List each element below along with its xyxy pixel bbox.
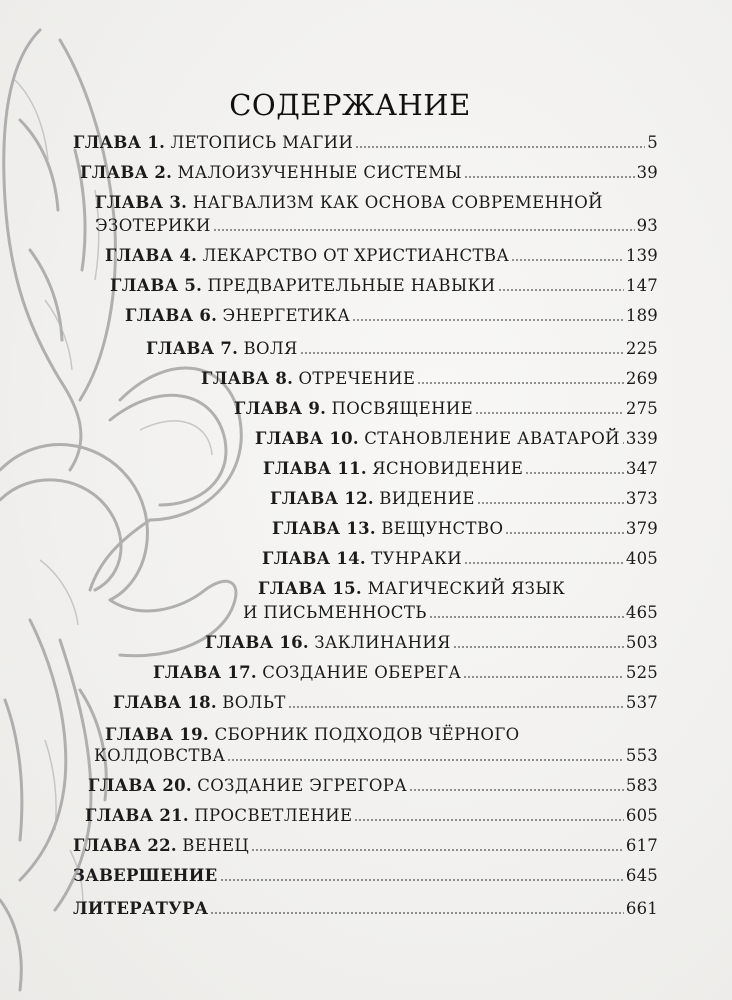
- chapter-title: ВОЛЯ: [243, 339, 298, 358]
- toc-entry: [205, 633, 658, 653]
- leader-dots: [498, 289, 624, 291]
- chapter-label: ГЛАВА 20.: [88, 776, 192, 795]
- chapter-label: ГЛАВА 16.: [205, 633, 309, 652]
- page-number: 189: [625, 306, 658, 325]
- toc-entry: [73, 899, 658, 919]
- chapter-label: ГЛАВА 13.: [272, 519, 376, 538]
- page-number: 139: [625, 246, 658, 265]
- toc-entry: [255, 429, 658, 449]
- page-number: 405: [625, 549, 658, 568]
- chapter-label: ГЛАВА 22.: [73, 836, 177, 855]
- chapter-label: ГЛАВА 19.: [105, 725, 209, 744]
- toc-entry-first-line: [105, 725, 520, 745]
- page-number: 553: [625, 746, 658, 765]
- chapter-title: ЗАКЛИНАНИЯ: [314, 633, 451, 652]
- leader-dots: [464, 176, 635, 178]
- page-number: 5: [647, 133, 658, 152]
- leader-dots: [622, 442, 624, 444]
- chapter-title-continued: КОЛДОВСТВА: [94, 746, 226, 765]
- chapter-label: ГЛАВА 18.: [113, 693, 217, 712]
- leader-dots: [251, 849, 624, 851]
- chapter-title: СОЗДАНИЕ ОБЕРЕГА: [262, 663, 462, 682]
- toc-entry: [146, 339, 658, 359]
- page-number: 379: [625, 519, 658, 538]
- chapter-title: ВЕЩУНСТВО: [381, 519, 504, 538]
- leader-dots: [227, 759, 624, 761]
- chapter-title-continued: ЭЗОТЕРИКИ: [95, 216, 211, 235]
- chapter-label: ГЛАВА 17.: [153, 663, 257, 682]
- leader-dots: [453, 646, 624, 648]
- chapter-title: ПРЕДВАРИТЕЛЬНЫЕ НАВЫКИ: [207, 276, 496, 295]
- chapter-label: ГЛАВА 3.: [95, 193, 188, 212]
- chapter-label: ГЛАВА 15.: [258, 579, 362, 598]
- leader-dots: [463, 676, 624, 678]
- page-number: 373: [625, 489, 658, 508]
- chapter-title: ПРОСВЕТЛЕНИЕ: [194, 806, 353, 825]
- leader-dots: [409, 789, 624, 791]
- chapter-title: МАЛОИЗУЧЕННЫЕ СИСТЕМЫ: [177, 163, 463, 182]
- toc-entry: [95, 216, 658, 236]
- page-number: 225: [625, 339, 658, 358]
- toc-entry: [263, 459, 658, 479]
- chapter-title: СОЗДАНИЕ ЭГРЕГОРА: [197, 776, 408, 795]
- toc-entry: [270, 489, 658, 509]
- chapter-title: НАГВАЛИЗМ КАК ОСНОВА СОВРЕМЕННОЙ: [192, 193, 603, 212]
- page-number: 465: [625, 603, 658, 622]
- toc-entry: [85, 806, 658, 826]
- chapter-label: ГЛАВА 9.: [234, 399, 327, 418]
- chapter-title: ВЕНЕЦ: [182, 836, 250, 855]
- leader-dots: [464, 562, 624, 564]
- chapter-label: ГЛАВА 2.: [80, 163, 173, 182]
- chapter-title: СБОРНИК ПОДХОДОВ ЧЁРНОГО: [214, 725, 520, 744]
- leader-dots: [477, 502, 624, 504]
- chapter-title: ЛЕКАРСТВО ОТ ХРИСТИАНСТВА: [202, 246, 510, 265]
- toc-entry: [113, 693, 658, 713]
- chapter-label: ГЛАВА 8.: [201, 369, 294, 388]
- leader-dots: [352, 319, 624, 321]
- page-title: СОДЕРЖАНИЕ: [229, 88, 471, 122]
- leader-dots: [475, 412, 624, 414]
- toc-entry-first-line: [258, 579, 565, 599]
- toc-entry: [110, 276, 658, 296]
- page-number: 605: [625, 806, 658, 825]
- chapter-title: ЛЕТОПИСЬ МАГИИ: [170, 133, 354, 152]
- chapter-title: ВОЛЬТ: [222, 693, 286, 712]
- leader-dots: [429, 616, 624, 618]
- chapter-label: ГЛАВА 5.: [110, 276, 203, 295]
- toc-entry: [153, 663, 658, 683]
- toc-entry: [88, 776, 658, 796]
- page-number: 583: [625, 776, 658, 795]
- leader-dots: [213, 229, 635, 231]
- toc-entry: [73, 866, 658, 886]
- toc-entry: [73, 836, 658, 856]
- section-label: ЛИТЕРАТУРА: [73, 899, 209, 918]
- chapter-label: ГЛАВА 7.: [146, 339, 239, 358]
- leader-dots: [505, 532, 623, 534]
- chapter-label: ГЛАВА 10.: [255, 429, 359, 448]
- chapter-label: ГЛАВА 4.: [105, 246, 198, 265]
- toc-entry: [73, 133, 658, 153]
- chapter-title: ТУНРАКИ: [371, 549, 463, 568]
- toc-entry: [105, 246, 658, 266]
- chapter-title: МАГИЧЕСКИЙ ЯЗЫК: [367, 579, 566, 598]
- chapter-title: ОТРЕЧЕНИЕ: [298, 369, 416, 388]
- page-number: 347: [625, 459, 658, 478]
- page-number: 645: [625, 866, 658, 885]
- chapter-label: ГЛАВА 14.: [262, 549, 366, 568]
- chapter-title-continued: И ПИСЬМЕННОСТЬ: [243, 603, 427, 622]
- chapter-label: ГЛАВА 11.: [263, 459, 367, 478]
- chapter-label: ГЛАВА 6.: [125, 306, 218, 325]
- chapter-title: ЯСНОВИДЕНИЕ: [372, 459, 524, 478]
- leader-dots: [220, 879, 624, 881]
- page-number: 537: [625, 693, 658, 712]
- toc-entry: [234, 399, 658, 419]
- toc-entry: [80, 163, 658, 183]
- chapter-label: ГЛАВА 1.: [73, 133, 166, 152]
- chapter-label: ГЛАВА 12.: [270, 489, 374, 508]
- toc-entry: [94, 746, 658, 766]
- chapter-title: ПОСВЯЩЕНИЕ: [331, 399, 474, 418]
- page-number: 269: [625, 369, 658, 388]
- leader-dots: [355, 146, 645, 148]
- page-number: 275: [625, 399, 658, 418]
- toc-entry: [262, 549, 658, 569]
- page-number: 617: [625, 836, 658, 855]
- chapter-title: ВИДЕНИЕ: [379, 489, 475, 508]
- leader-dots: [354, 819, 623, 821]
- leader-dots: [288, 706, 624, 708]
- page-number: 147: [625, 276, 658, 295]
- page-number: 661: [625, 899, 658, 918]
- leader-dots: [525, 472, 624, 474]
- leader-dots: [300, 352, 624, 354]
- toc-entry: [201, 369, 658, 389]
- chapter-label: ГЛАВА 21.: [85, 806, 189, 825]
- toc-entry: [272, 519, 658, 539]
- page-number: 93: [636, 216, 658, 235]
- toc-entry-first-line: [95, 193, 603, 213]
- page-number: 503: [625, 633, 658, 652]
- page-number: 525: [625, 663, 658, 682]
- leader-dots: [210, 912, 624, 914]
- chapter-title: СТАНОВЛЕНИЕ АВАТАРОЙ: [364, 429, 620, 448]
- chapter-title: ЭНЕРГЕТИКА: [222, 306, 351, 325]
- page-number: 339: [625, 429, 658, 448]
- page-number: 39: [636, 163, 658, 182]
- section-label: ЗАВЕРШЕНИЕ: [73, 866, 218, 885]
- leader-dots: [417, 382, 624, 384]
- leader-dots: [511, 259, 624, 261]
- toc-entry: [243, 603, 658, 623]
- toc-entry: [125, 306, 658, 326]
